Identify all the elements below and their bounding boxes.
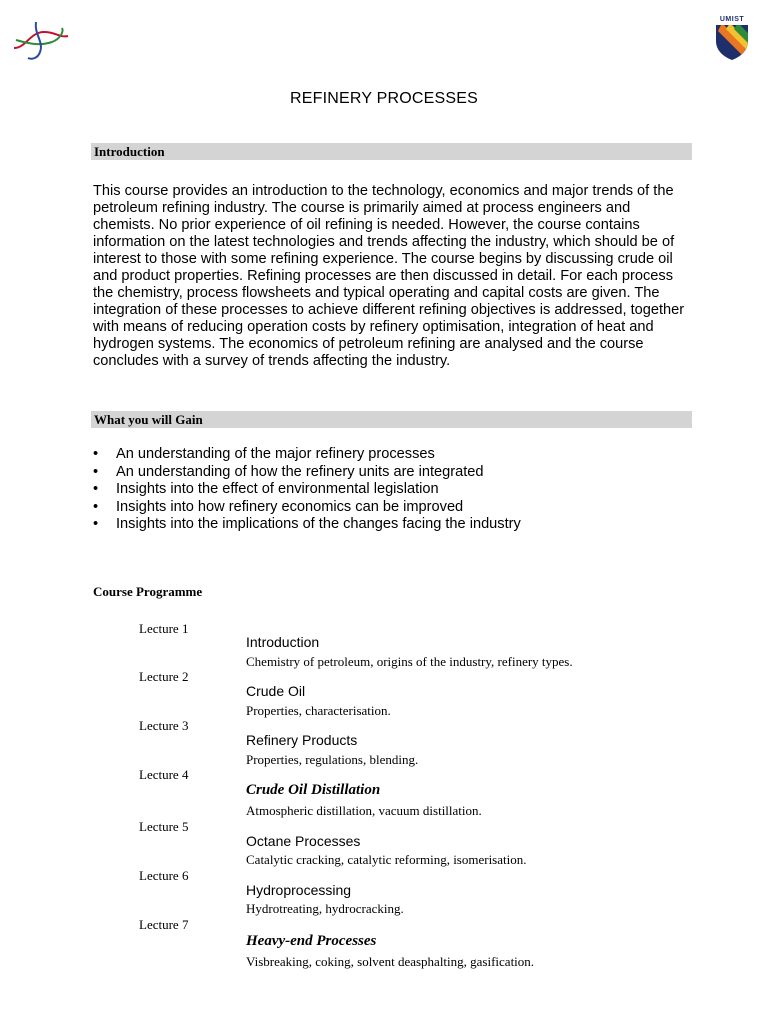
list-item-text: An understanding of how the refinery units are integrated [116, 463, 484, 480]
list-item [93, 446, 693, 464]
lecture-label: Lecture 4 [139, 767, 189, 782]
gain-list [93, 446, 693, 534]
lecture-title: Introduction [246, 634, 320, 650]
lecture-label: Lecture 7 [139, 917, 189, 932]
lecture-description: Properties, characterisation. [246, 703, 391, 718]
lecture-title: Crude Oil Distillation [246, 782, 381, 798]
lecture-label: Lecture 3 [139, 718, 189, 733]
lecture-description: Chemistry of petroleum, origins of the industry, refinery types. [246, 654, 573, 669]
lecture-title: Refinery Products [246, 732, 358, 748]
lecture-description: Atmospheric distillation, vacuum distillation. [246, 803, 482, 818]
introduction-heading: Introduction [91, 143, 692, 160]
lecture-description: Hydrotreating, hydrocracking. [246, 901, 404, 916]
lecture-label: Lecture 6 [139, 868, 189, 883]
list-item-text: Insights into how refinery economics can be improved [116, 498, 464, 515]
umist-logo [714, 16, 750, 62]
list-item [93, 464, 693, 482]
list-item-text: An understanding of the major refinery processes [116, 446, 435, 462]
bullet-icon: • [93, 516, 99, 532]
introduction-body: This course provides an introduction to the technology, economics and major trends of the petroleum refining industry. The course is primarily aimed at process engineers and chemists. No prior experience of oil refining is needed. However, the course contains information on the latest technologies and trends affecting the industry, which should be of interest to those with some refining experience. The course begins by discussing crude oil and product properties. Refining processes are then discussed in detail. For each process the chemistry, process flowsheets and typical operating and capital costs are given. The integration of these processes to achieve different refining objectives is addressed, together with means of reducing operation costs by refinery optimisation, integration of heat and hydrogen systems. The economics of petroleum refining are analysed and the course concludes with a survey of trends affecting the industry. [93, 183, 685, 369]
umist-logo-text: UMIST [719, 16, 745, 23]
wave-logo-icon [10, 18, 70, 62]
lecture-label: Lecture 2 [139, 669, 189, 684]
lecture-label: Lecture 1 [139, 621, 189, 636]
bullet-icon: • [93, 498, 99, 515]
lecture-title: Octane Processes [246, 833, 361, 849]
page-title: REFINERY PROCESSES [290, 90, 478, 107]
lecture-title: Heavy-end Processes [246, 933, 377, 949]
bullet-icon: • [93, 481, 99, 497]
lecture-label: Lecture 5 [139, 819, 189, 834]
list-item [93, 499, 693, 517]
gain-heading: What you will Gain [91, 411, 692, 428]
lecture-description: Catalytic cracking, catalytic reforming, isomerisation. [246, 852, 527, 867]
lecture-description: Properties, regulations, blending. [246, 752, 419, 767]
list-item-text: Insights into the implications of the changes facing the industry [116, 516, 521, 532]
list-item-text: Insights into the effect of environmental legislation [116, 481, 439, 497]
lecture-title: Hydroprocessing [246, 882, 352, 898]
list-item [93, 481, 693, 499]
umist-shield-logo-icon [714, 23, 750, 61]
bullet-icon: • [93, 446, 99, 462]
list-item [93, 516, 693, 534]
lecture-description: Visbreaking, coking, solvent deasphalting, gasification. [246, 954, 535, 969]
lecture-title: Crude Oil [246, 683, 306, 699]
programme-heading: Course Programme [93, 584, 203, 599]
bullet-icon: • [93, 463, 99, 480]
